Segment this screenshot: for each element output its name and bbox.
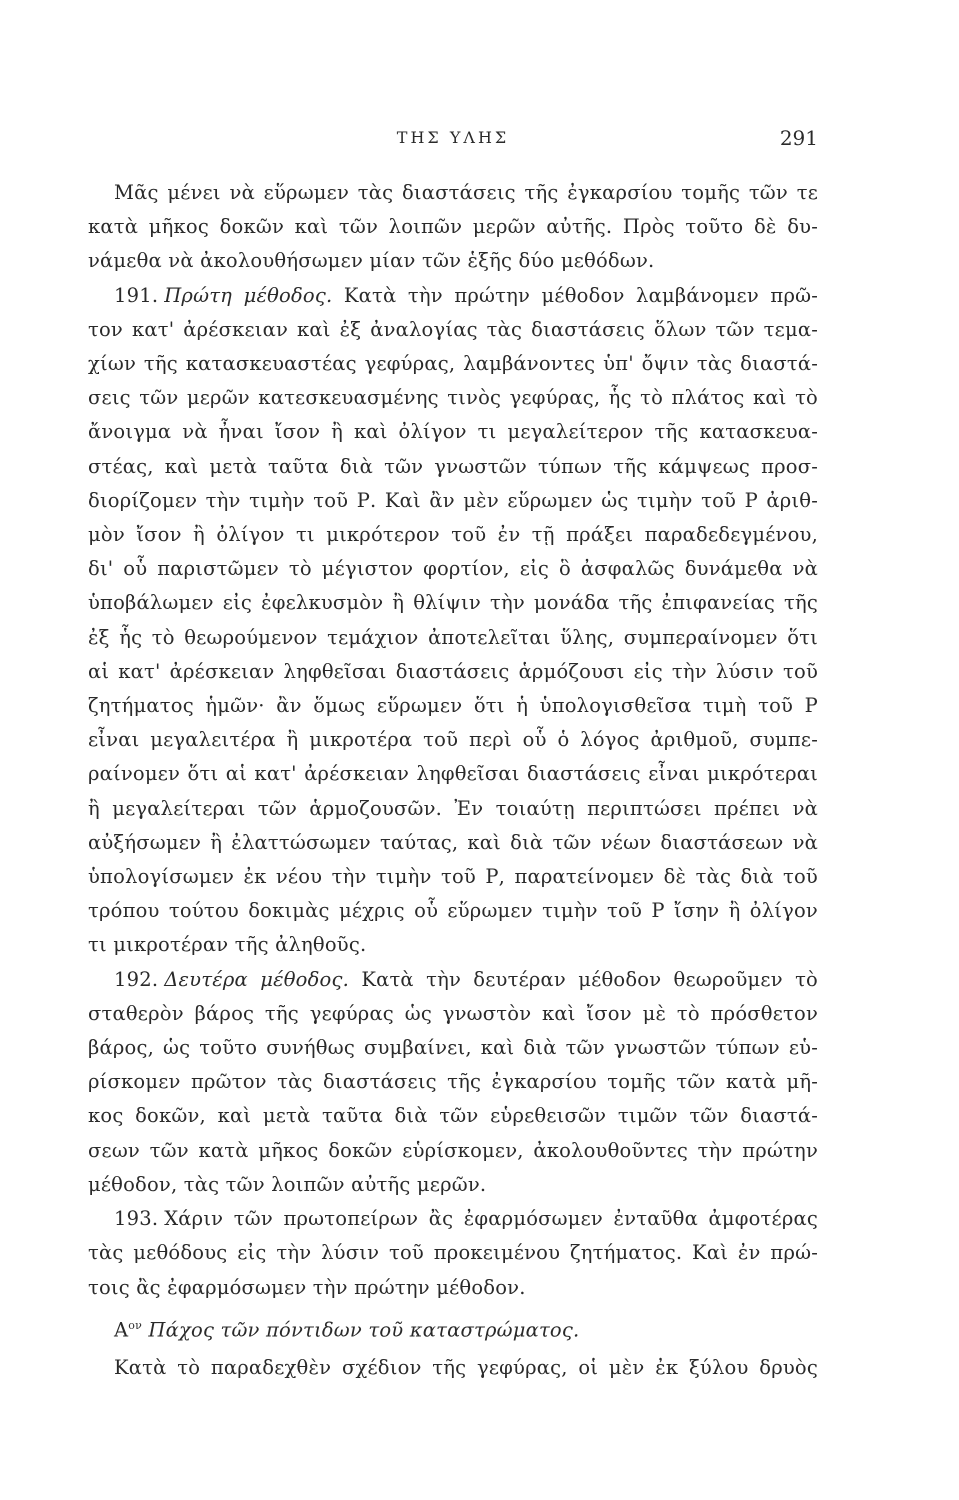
text-line: ρίσκομεν πρῶτον τὰς διαστάσεις τῆς ἐγκαρσίου τομῆς τῶν κατὰ μῆ-: [88, 1070, 818, 1094]
section-number: 193.: [114, 1207, 159, 1231]
text-line: τρόπου τούτου δοκιμὰς μέχρις οὗ εὕρωμεν τιμὴν τοῦ Ρ ἴσην ἢ ὀλίγον: [88, 899, 818, 923]
text-line: αἱ κατ' ἀρέσκειαν ληφθεῖσαι διαστάσεις ἁρμόζουσι εἰς τὴν λύσιν τοῦ: [88, 659, 818, 683]
section-193-first-line: [88, 1202, 818, 1236]
text-line: νάμεθα νὰ ἀκολουθήσωμεν μίαν τῶν ἑξῆς δύο μεθόδων.: [88, 249, 655, 273]
text-line: δι' οὗ παριστῶμεν τὸ μέγιστον φορτίον, εἰς ὃ ἀσφαλῶς δυνάμεθα νὰ: [88, 557, 818, 581]
subheading: [88, 1309, 818, 1348]
text-line: μὸν ἴσον ἢ ὀλίγον τι μικρότερον τοῦ ἐν τῇ πράξει παραδεδεγμένου,: [88, 523, 818, 547]
body-text: [88, 176, 818, 1386]
text-line: ζητήματος ἡμῶν· ἂν ὅμως εὕρωμεν ὅτι ἡ ὑπολογισθεῖσα τιμὴ τοῦ Ρ: [88, 694, 818, 718]
section-191-first-line: [88, 279, 818, 313]
section-192-first-line: [88, 963, 818, 997]
text-line: μέθοδον, τὰς τῶν λοιπῶν αὐτῆς μερῶν.: [88, 1172, 487, 1196]
text-line: κατὰ μῆκος δοκῶν καὶ τῶν λοιπῶν μερῶν αὐτῆς. Πρὸς τοῦτο δὲ δυ-: [88, 215, 818, 239]
text-line: αὐξήσωμεν ἢ ἐλαττώσωμεν ταύτας, καὶ διὰ τῶν νέων διαστάσεων νὰ: [88, 830, 818, 854]
subheading-sup: ον: [128, 1318, 143, 1332]
text-line: στέας, καὶ μετὰ ταῦτα διὰ τῶν γνωστῶν τύπων τῆς κάμψεως προσ-: [88, 454, 818, 478]
text-line: τον κατ' ἀρέσκειαν καὶ ἐξ ἀναλογίας τὰς διαστάσεις ὅλων τῶν τεμα-: [88, 317, 818, 341]
text-line: εἶναι μεγαλειτέρα ἢ μικροτέρα τοῦ περὶ οὗ ὁ λόγος ἀριθμοῦ, συμπε-: [88, 728, 818, 752]
text-line: ἢ μεγαλείτεραι τῶν ἁρμοζουσῶν. Ἐν τοιαύτῃ περιπτώσει πρέπει νὰ: [88, 796, 818, 820]
text-line: ἄνοιγμα νὰ ἦναι ἴσον ἢ καὶ ὀλίγον τι μεγαλείτερον τῆς κατασκευα-: [88, 420, 818, 444]
text-line: ὑποβάλωμεν εἰς ἐφελκυσμὸν ἢ θλίψιν τὴν μονάδα τῆς ἐπιφανείας τῆς: [88, 591, 818, 615]
text-line: χίων τῆς κατασκευαστέας γεφύρας, λαμβάνοντες ὑπ' ὄψιν τὰς διαστά-: [88, 352, 818, 376]
text-line: διορίζομεν τὴν τιμὴν τοῦ Ρ. Καὶ ἂν μὲν εὕρωμεν ὡς τιμὴν τοῦ Ρ ἀριθ-: [88, 488, 818, 512]
text-line: ἐξ ἧς τὸ θεωρούμενον τεμάχιον ἀποτελεῖται ὕλης, συμπεραίνομεν ὅτι: [88, 625, 818, 649]
text-fragment: Κατὰ τὴν δευτέραν μέθοδον θεωροῦμεν τὸ: [361, 967, 818, 991]
text-line: ραίνομεν ὅτι αἱ κατ' ἀρέσκειαν ληφθεῖσαι διαστάσεις εἶναι μικρότεραι: [88, 762, 818, 786]
text-line: τὰς μεθόδους εἰς τὴν λύσιν τοῦ προκειμένου ζητήματος. Καὶ ἐν πρώ-: [88, 1241, 818, 1265]
section-heading: Δευτέρα μέθοδος.: [164, 967, 350, 991]
section-number: 192.: [114, 967, 159, 991]
text-line: βάρος, ὡς τοῦτο συνήθως συμβαίνει, καὶ διὰ τῶν γνωστῶν τύπων εὑ-: [88, 1036, 818, 1060]
page-number: 291: [779, 126, 818, 150]
text-line: σεων τῶν κατὰ μῆκος δοκῶν εὑρίσκομεν, ἀκολουθοῦντες τὴν πρώτην: [88, 1138, 818, 1162]
text-fragment: Χάριν τῶν πρωτοπείρων ἂς ἐφαρμόσωμεν ἐνταῦθα ἀμφοτέρας: [164, 1207, 818, 1231]
subheading-label: Α: [114, 1318, 129, 1342]
text-line: τοις ἂς ἐφαρμόσωμεν τὴν πρώτην μέθοδον.: [88, 1275, 526, 1299]
text-line: τι μικροτέραν τῆς ἀληθοῦς.: [88, 933, 367, 957]
text-fragment: Κατὰ τὴν πρώτην μέθοδον λαμβάνομεν πρῶ-: [343, 283, 818, 307]
running-title: ΤΗΣ ΥΛΗΣ: [396, 128, 510, 147]
section-heading: Πρώτη μέθοδος.: [164, 283, 333, 307]
text-line: Μᾶς μένει νὰ εὕρωμεν τὰς διαστάσεις τῆς ἐγκαρσίου τομῆς τῶν τε: [114, 181, 818, 204]
text-line: κος δοκῶν, καὶ μετὰ ταῦτα διὰ τῶν εὑρεθεισῶν τιμῶν τῶν διαστά-: [88, 1104, 818, 1128]
text-line: σταθερὸν βάρος τῆς γεφύρας ὡς γνωστὸν καὶ ἴσον μὲ τὸ πρόσθετον: [88, 1001, 818, 1025]
section-number: 191.: [114, 283, 159, 307]
text-line: ὑπολογίσωμεν ἐκ νέου τὴν τιμὴν τοῦ Ρ, παρατείνομεν δὲ τὰς διὰ τοῦ: [88, 865, 818, 889]
subheading-title: Πάχος τῶν πόντιδων τοῦ καταστρώματος.: [148, 1318, 580, 1342]
text-line: Κατὰ τὸ παραδεχθὲν σχέδιον τῆς γεφύρας, οἱ μὲν ἐκ ξύλου δρυὸς: [114, 1356, 818, 1380]
text-line: σεις τῶν μερῶν κατεσκευασμένης τινὸς γεφύρας, ἧς τὸ πλάτος καὶ τὸ: [88, 386, 818, 410]
